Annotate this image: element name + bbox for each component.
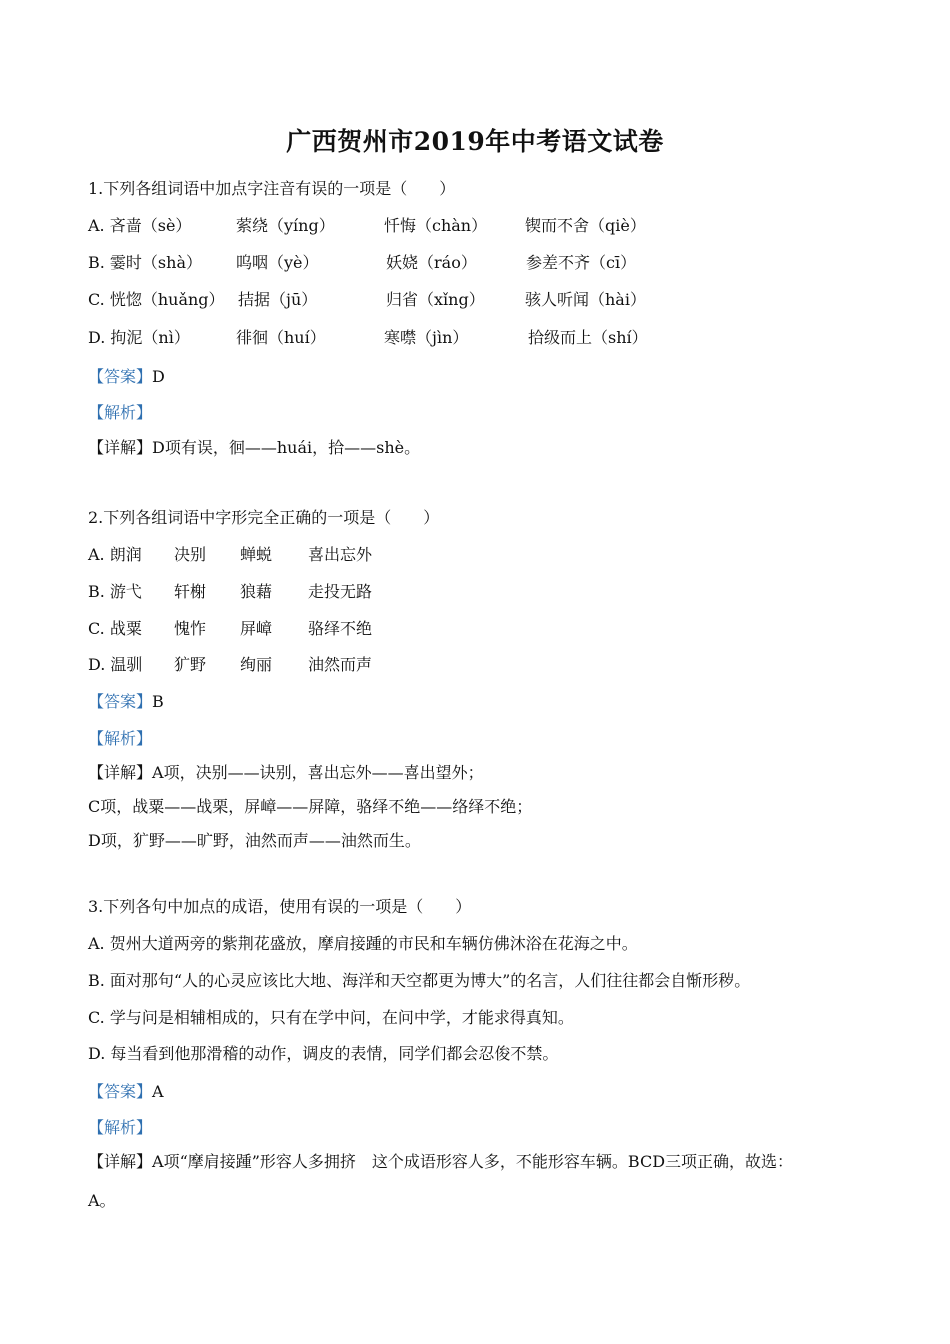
q3-detail-tag: 【详解】 xyxy=(88,1152,153,1171)
q1-answer-tag: 【答案】 xyxy=(88,367,153,386)
q2-analysis-tag: 【解析】 xyxy=(88,729,153,748)
q1-option-a-2: 萦绕（yíng） xyxy=(236,216,335,235)
q3-detail-continued: A。 xyxy=(88,1191,116,1210)
q3-detail xyxy=(88,1151,793,1173)
q1-option-d-3: 寒噤（jìn） xyxy=(384,328,469,347)
q1-option-a-3: 忏悔（chàn） xyxy=(384,216,488,235)
q3-option-b: B. 面对那句“人的心灵应该比大地、海洋和天空都更为博大”的名言，人们往往都会自惭形秽。 xyxy=(88,971,751,990)
q1-analysis-tag: 【解析】 xyxy=(88,403,153,422)
q1-option-c-4: 骇人听闻（hài） xyxy=(525,290,646,309)
q2-option-c-4: 骆绎不绝 xyxy=(308,619,373,638)
q3-option-d: D. 每当看到他那滑稽的动作，调皮的表情，同学们都会忍俊不禁。 xyxy=(88,1044,559,1063)
q1-option-a-4: 锲而不舍（qiè） xyxy=(525,216,646,235)
q1-answer xyxy=(88,366,165,388)
q2-option-a-4: 喜出忘外 xyxy=(308,545,373,564)
q1-option-c-1: C. 恍惚（huǎng） xyxy=(88,290,225,309)
q1-detail-tag: 【详解】 xyxy=(88,438,153,457)
q1-option-c-3: 归省（xǐng） xyxy=(386,290,485,309)
q2-option-b-4: 走投无路 xyxy=(308,582,373,601)
q3-stem: 3.下列各句中加点的成语，使用有误的一项是（ ） xyxy=(88,897,472,916)
q1-option-a-1: A. 吝啬（sè） xyxy=(88,216,192,235)
q2-detail-line-1: A项，决别——诀别，喜出忘外——喜出望外； xyxy=(152,763,484,782)
q3-answer-tag: 【答案】 xyxy=(88,1082,153,1101)
q1-stem: 1.下列各组词语中加点字注音有误的一项是（ ） xyxy=(88,179,456,198)
q2-stem: 2.下列各组词语中字形完全正确的一项是（ ） xyxy=(88,508,440,527)
q2-detail-tag: 【详解】 xyxy=(88,763,153,782)
q2-option-d-4: 油然而声 xyxy=(308,655,373,674)
q2-option-b-3: 狼藉 xyxy=(240,582,273,601)
q2-option-b-1: B. 游弋 xyxy=(88,582,142,601)
q2-detail xyxy=(88,762,484,784)
q1-option-b-3: 妖娆（ráo） xyxy=(386,253,477,272)
q2-answer-tag: 【答案】 xyxy=(88,692,153,711)
q3-option-c: C. 学与问是相辅相成的，只有在学中问，在问中学，才能求得真知。 xyxy=(88,1008,574,1027)
q2-option-a-1: A. 朗润 xyxy=(88,545,142,564)
q2-option-d-1: D. 温驯 xyxy=(88,655,143,674)
q2-answer-value: B xyxy=(152,692,164,711)
q2-detail-line-2: C项，战粟——战栗，屏嶂——屏障，骆绎不绝——络绎不绝； xyxy=(88,797,533,816)
q1-detail xyxy=(88,437,420,459)
q3-option-a: A. 贺州大道两旁的紫荆花盛放，摩肩接踵的市民和车辆仿佛沐浴在花海之中。 xyxy=(88,934,638,953)
q2-answer xyxy=(88,691,164,713)
q2-option-c-2: 愧怍 xyxy=(174,619,207,638)
q2-option-d-3: 绚丽 xyxy=(240,655,273,674)
q3-answer-value: A xyxy=(152,1082,164,1101)
q1-option-d-4: 拾级而上（shí） xyxy=(528,328,648,347)
q2-option-c-1: C. 战粟 xyxy=(88,619,142,638)
q1-option-d-2: 徘徊（huí） xyxy=(236,328,326,347)
page-title: 广西贺州市2019年中考语文试卷 xyxy=(286,127,664,156)
q1-option-d-1: D. 拘泥（nì） xyxy=(88,328,190,347)
q2-option-a-2: 决别 xyxy=(174,545,207,564)
q1-answer-value: D xyxy=(152,367,165,386)
q2-detail-line-3: D项，犷野——旷野，油然而声——油然而生。 xyxy=(88,831,421,850)
q2-option-c-3: 屏嶂 xyxy=(240,619,273,638)
q2-option-a-3: 蝉蜕 xyxy=(240,545,273,564)
q3-analysis-tag: 【解析】 xyxy=(88,1118,153,1137)
q2-option-b-2: 轩榭 xyxy=(174,582,207,601)
q3-detail-text: A项“摩肩接踵”形容人多拥挤 这个成语形容人多，不能形容车辆。BCD三项正确，故选： xyxy=(152,1152,794,1171)
q1-detail-text: D项有误，徊——huái，拾——shè。 xyxy=(152,438,421,457)
q1-option-b-2: 呜咽（yè） xyxy=(236,253,319,272)
q1-option-c-2: 拮据（jū） xyxy=(238,290,318,309)
q1-option-b-4: 参差不齐（cī） xyxy=(526,253,637,272)
q1-option-b-1: B. 霎时（shà） xyxy=(88,253,202,272)
q2-option-d-2: 犷野 xyxy=(174,655,207,674)
q3-answer xyxy=(88,1081,164,1103)
